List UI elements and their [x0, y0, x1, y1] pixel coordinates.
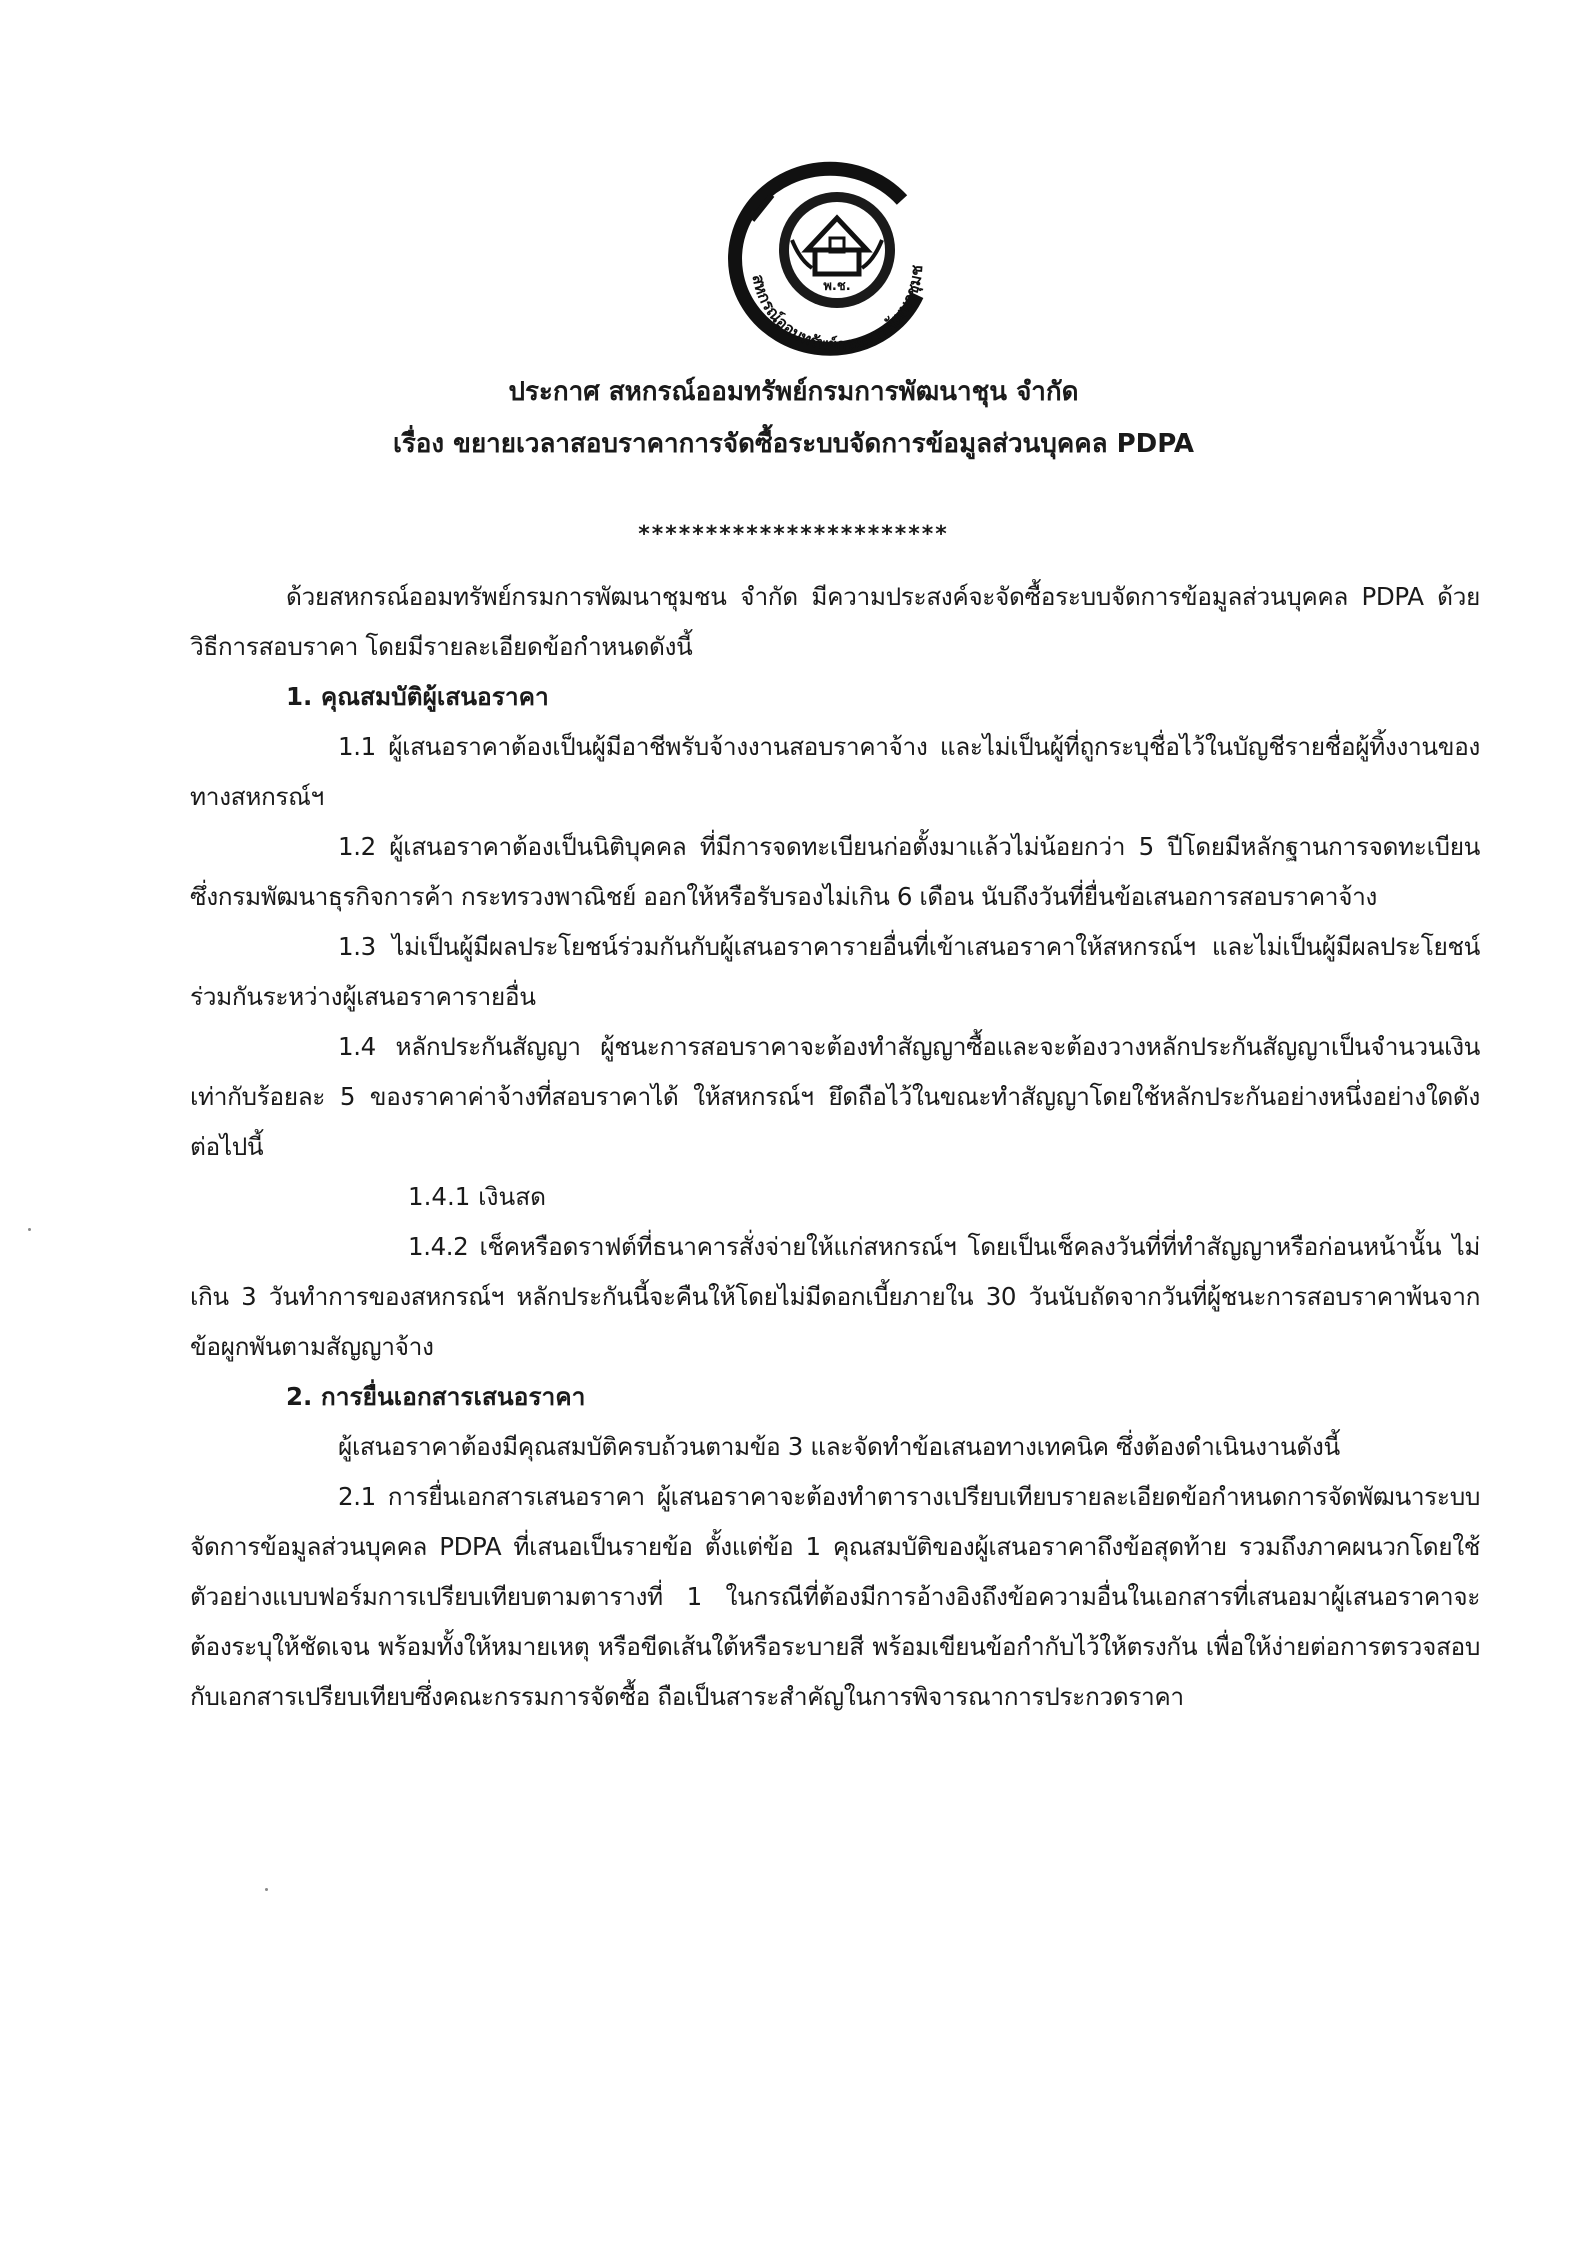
document-body: [190, 572, 1480, 1722]
section-1-title: 1. คุณสมบัติผู้เสนอราคา: [286, 682, 549, 711]
intro-paragraph: ด้วยสหกรณ์ออมทรัพย์กรมการพัฒนาชุมชน จำกัด มีความประสงค์จะจัดซื้อระบบจัดการข้อมูลส่วนบุคคล PDPA ด้วยวิธีการสอบราคา โดยมีรายละเอียดข้อกำหนดดังนี้: [190, 582, 1480, 661]
item-1-4: 1.4 หลักประกันสัญญา ผู้ชนะการสอบราคาจะต้องทำสัญญาซื้อและจะต้องวางหลักประกันสัญญาเป็นจำนวนเงินเท่ากับร้อยละ 5 ของราคาค่าจ้างที่สอบราคาได้ ให้สหกรณ์ฯ ยึดถือไว้ในขณะทำสัญญาโดยใช้หลักประกันอย่างหนึ่งอย่างใดดังต่อไปนี้: [190, 1032, 1480, 1161]
scan-speck: [265, 1888, 268, 1891]
cooperative-seal-logo-icon: [712, 150, 962, 360]
announcement-title: ประกาศ สหกรณ์ออมทรัพย์กรมการพัฒนาชุน จำกัด: [508, 377, 1079, 407]
scan-speck: [28, 1228, 31, 1231]
item-1-4-2: 1.4.2 เช็คหรือดราฟต์ที่ธนาคารสั่งจ่ายให้แก่สหกรณ์ฯ โดยเป็นเช็คลงวันที่ที่ทำสัญญาหรือก่อนหน้านั้น ไม่เกิน 3 วันทำการของสหกรณ์ฯ หลักประกันนี้จะคืนให้โดยไม่มีดอกเบี้ยภายใน 30 วันนับถัดจากวันที่ผู้ชนะการสอบราคาพ้นจากข้อผูกพันตามสัญญาจ้าง: [190, 1232, 1480, 1361]
item-1-3: 1.3 ไม่เป็นผู้มีผลประโยชน์ร่วมกันกับผู้เสนอราคารายอื่นที่เข้าเสนอราคาให้สหกรณ์ฯ และไม่เป็นผู้มีผลประโยชน์ร่วมกันระหว่างผู้เสนอราคารายอื่น: [190, 932, 1480, 1011]
separator-line: ***********************: [638, 522, 949, 547]
item-1-2: 1.2 ผู้เสนอราคาต้องเป็นนิติบุคคล ที่มีการจดทะเบียนก่อตั้งมาแล้วไม่น้อยกว่า 5 ปีโดยมีหลักฐานการจดทะเบียน ซึ่งกรมพัฒนาธุรกิจการค้า กระทรวงพาณิชย์ ออกให้หรือรับรองไม่เกิน 6 เดือน นับถึงวันที่ยื่นข้อเสนอการสอบราคาจ้าง: [190, 832, 1480, 911]
item-1-1: 1.1 ผู้เสนอราคาต้องเป็นผู้มีอาชีพรับจ้างงานสอบราคาจ้าง และไม่เป็นผู้ที่ถูกระบุชื่อไว้ในบัญชีรายชื่อผู้ทิ้งงานของทางสหกรณ์ฯ: [190, 732, 1480, 811]
announcement-subject: เรื่อง ขยายเวลาสอบราคาการจัดซื้อระบบจัดการข้อมูลส่วนบุคคล PDPA: [392, 429, 1195, 459]
item-2-1: 2.1 การยื่นเอกสารเสนอราคา ผู้เสนอราคาจะต้องทำตารางเปรียบเทียบรายละเอียดข้อกำหนดการจัดพัฒนาระบบจัดการข้อมูลส่วนบุคคล PDPA ที่เสนอเป็นรายข้อ ตั้งแต่ข้อ 1 คุณสมบัติของผู้เสนอราคาถึงข้อสุดท้าย รวมถึงภาคผนวกโดยใช้ตัวอย่างแบบฟอร์มการเปรียบเทียบตามตารางที่ 1 ในกรณีที่ต้องมีการอ้างอิงถึงข้อความอื่นในเอกสารที่เสนอมาผู้เสนอราคาจะต้องระบุให้ชัดเจน พร้อมทั้งให้หมายเหตุ หรือขีดเส้นใต้หรือระบายสี พร้อมเขียนข้อกำกับไว้ให้ตรงกัน เพื่อให้ง่ายต่อการตรวจสอบกับเอกสารเปรียบเทียบซึ่งคณะกรรมการจัดซื้อ ถือเป็นสาระสำคัญในการพิจารณาการประกวดราคา: [190, 1482, 1480, 1711]
svg-text:พ.ช.: พ.ช.: [823, 279, 851, 294]
section-2-title: 2. การยื่นเอกสารเสนอราคา: [286, 1382, 586, 1411]
item-1-4-1: 1.4.1 เงินสด: [408, 1182, 547, 1211]
section-2-intro: ผู้เสนอราคาต้องมีคุณสมบัติครบถ้วนตามข้อ 3 และจัดทำข้อเสนอทางเทคนิค ซึ่งต้องดำเนินงานดังนี้: [338, 1432, 1340, 1461]
svg-text:สหกรณ์ออมทรัพย์กรมการพัฒนาชุมช: สหกรณ์ออมทรัพย์กรมการพัฒนาชุมช: [748, 264, 927, 355]
